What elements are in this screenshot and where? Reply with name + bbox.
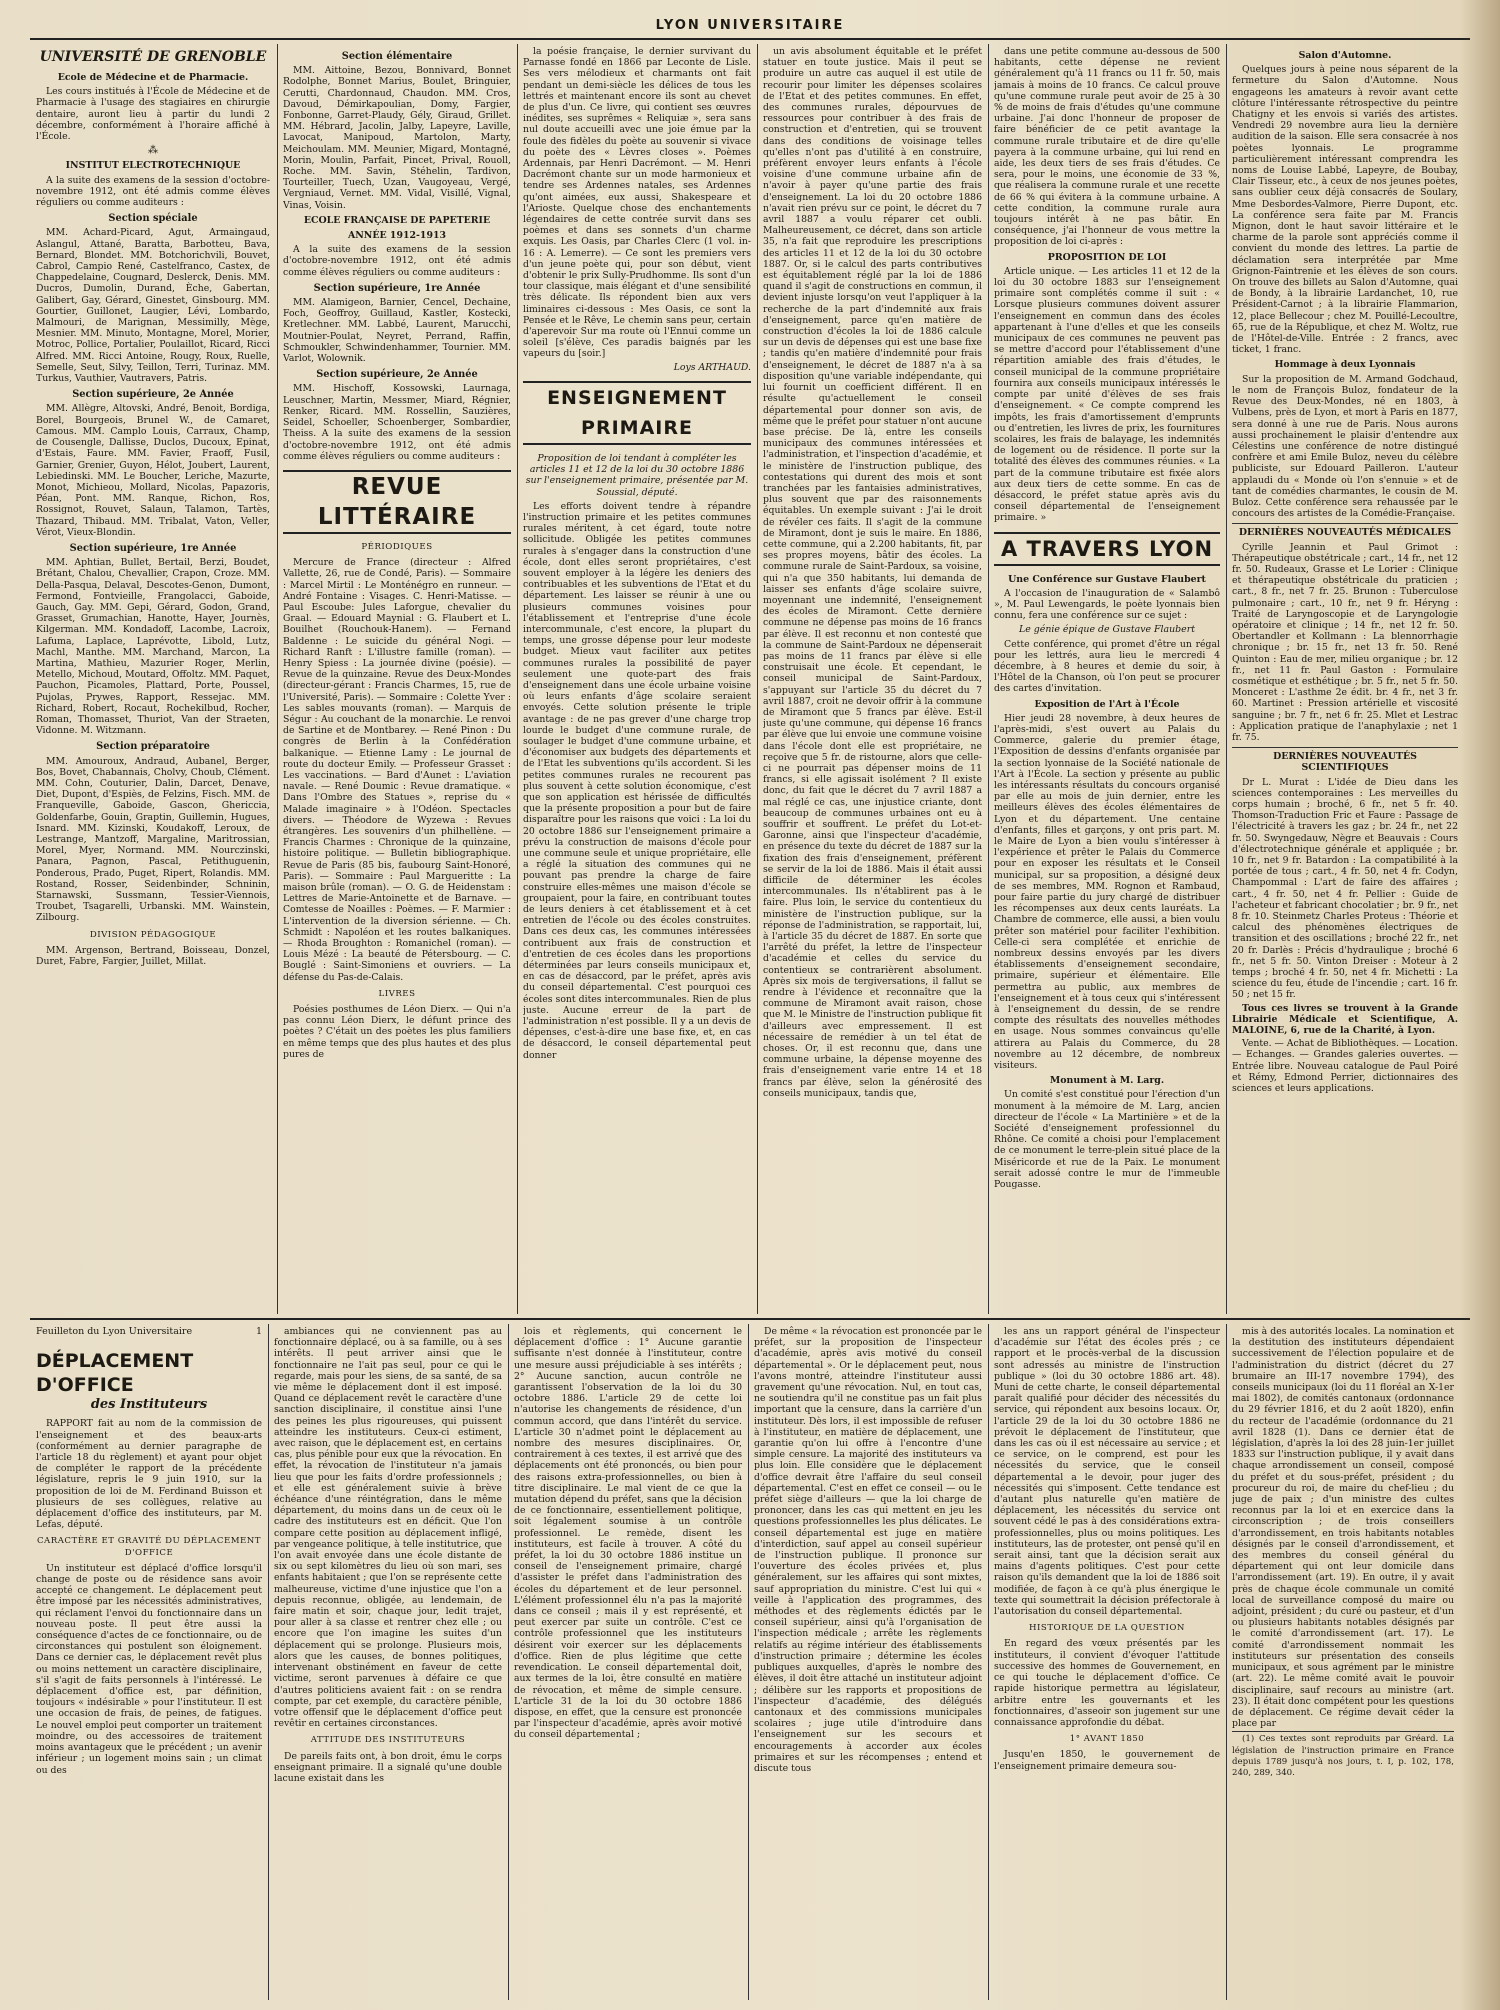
section-heading: Section supérieure, 2e Année: [72, 389, 234, 401]
deplacement-subtitle: des Instituteurs: [90, 1397, 208, 1413]
column-4: [763, 46, 982, 1312]
article-text: Cette conférence, qui promet d'être un régal pour les lettrés, aura lieu le mercredi 4 décembre, à 8 heures et demie du soir, à l'Hôtel de la Chanson, où l'on peut se procurer des cartes d'invitation.: [994, 638, 1220, 695]
article-text: Les cours institués à l'École de Médecine et de Pharmacie à l'usage des stagiaires en chirurgie dentaire, auront lieu à partir du lundi 2 décembre, conformément à l'horaire affiché à l'École.: [36, 86, 270, 143]
article-text: dans une petite commune au-dessous de 500 habitants, cette dépense ne revient généralement qu'à 11 francs ou 11 fr. 50, mais jamais à moins de 10 francs. Ce calcul prouve qu'une commune rurale peut avoir de 25 à 30 % de moins de frais d'études qu'une commune urbaine. J'ai donc l'honneur de proposer de faire bénéficier de ce petit avantage la commune rurale tributaire et de dire qu'elle payera à la commune urbaine, qui lui rend en aide, les deux tiers de ses frais d'études. Ce sera, pour le moins, une économie de 33 %, que réalisera la commune rurale et une recette de 66 % qui évitera à la commune urbaine. A cette condition, la commune rurale aura toujours intérêt à ne pas bâtir. En conséquence, j'ai l'honneur de vous mettre la proposition de loi ci-après :: [994, 46, 1220, 248]
section-heading: ANNÉE 1912-1913: [347, 230, 447, 242]
article-text: la poésie française, le dernier survivant du Parnasse fondé en 1866 par Leconte de Lisle. Ses vers mélodieux et charmants ont fait pendant un demi-siècle les délices de tous les lettrés et maintenant encore ils sont au chevet de plus d'un. Ce livre, qui contient ses œuvres inédites, ses suprêmes « Reliquiæ », sera sans nul doute accueilli avec une joie émue par la foule des fidèles du poète au souvenir si vivace du poète des « Lèvres closes ». Poèmes Ardennais, par Henri Dacrémont. — M. Henri Dacrémont chante sur un mode harmonieux et tendre ses Ardennes natales, ses Ardennes qu'ont aimées, eux aussi, Shakespeare et l'Arioste. Quelque chose des enchantements légendaires de cette contrée survit dans ses poèmes et dans ses sonnets d'un charme exquis. Les Oasis, par Charles Clerc (1 vol. in-16 : A. Lemerre). — Ce sont les premiers vers d'un jeune poète qui, pour son début, vient d'obtenir le prix Sully-Prudhomme. Ils sont d'un tour classique, mais élégant et d'une sensibilité très délicate. Ils répondent bien aux vers liminaires ci-dessous : Mes Oasis, ce sont la Pensée et le Rêve, Le chemin sans peur, certain d'aperevoir Sur ma route où l'Ennui comme un soleil [s'élève, Ces paradis baignés par les vapeurs du [soir.]: [523, 46, 751, 360]
section-heading: Section élémentaire: [341, 51, 453, 62]
column-6: [1232, 46, 1458, 1312]
feuilleton-column-4: [754, 1326, 982, 1998]
universite-grenoble-heading: UNIVERSITÉ DE GRENOBLE: [39, 49, 267, 65]
feuilleton-column-2: [274, 1326, 502, 1998]
article-text: MM. Aphtian, Bullet, Bertail, Berzi, Boudet, Brétant, Chalou, Chevallier, Crapon, Croze. MM. Della-Pasqua, Delaval, Descotes-Genon, Dumont, Fermond, Fontvieille, Frangolacci, Gaboide, Gauch, Gay. MM. Gepi, Gérard, Godon, Grand, Grasset, Grumachian, Hanotte, Hayer, Journès, Kilgerman. MM. Kondadoff, Lacombe, Lacroix, Lafuma, Laplace, Laprévotte, Libold, Lutz, Machl, Manthe. MM. Marchand, Marcon, La Martina, Mathieu, Mazurier Roger, Merlin, Metello, Michoud, Moutard, Offoltz. MM. Paquet, Pauchon, Picamoles, Plattard, Porte, Poussel, Pujolas, Prywes, Rapport, Ressejac. MM. Richard, Robert, Rocaut, Rochekilbud, Rocher, Roman, Thomasset, Thuriot, Van der Straeten, Vidonne. M. Witzmann.: [36, 557, 270, 737]
section-heading: Section supérieure, 2e Année: [316, 369, 478, 381]
article-text: A la suite des examens de la session d'octobre-novembre 1912, ont été admis comme élèves réguliers ou comme auditeurs :: [283, 244, 511, 278]
article-text: les ans un rapport général de l'inspecteur d'académie sur l'état des écoles prés ; ce rapport et le procès-verbal de la discussion sont adressés au ministre de l'instruction publique » (loi du 30 octobre 1886 art. 48). Muni de cette charte, le conseil départemental paraît qualifié pour décider des nécessités du service, qui répondent aux besoins locaux. Or, l'article 29 de la loi du 30 octobre 1886 ne prévoit le déplacement de l'instituteur, que dans les cas où il est nécessaire au service ; et ce service, on le comprend, est pour les nécessités du service, que le conseil départemental a le devoir, pour juger des nécessités qui s'imposent. Cette tendance est d'autant plus naturelle qu'en matière de déplacement, les nécessités du service ont souvent cédé le pas à des considérations extra-professionnelles, plus ou moins politiques. Les instituteurs, las de protester, ont pensé qu'il en serait ainsi, tant que la décision serait aux mains d'agents politiques. C'est pour cette raison qu'ils demandent que la loi de 1886 soit modifiée, de façon à ce qu'à plus énergique le texte qui soumettrait la décision préfectorale à l'autorisation du conseil départemental.: [994, 1326, 1220, 1618]
article-text: Un instituteur est déplacé d'office lorsqu'il change de poste ou de résidence sans avoir accepté ce changement. Le déplacement peut être imposé par les nécessités administratives, qui réclament l'envoi du fonctionnaire dans un nouveau poste. Il peut être aussi la conséquence d'actes de ce fonctionnaire, ou de circonstances qui postulent son éloignement. Dans ce dernier cas, le déplacement revêt plus ou moins nettement un caractère disciplinaire, s'il s'agit de faits personnels à l'intéressé. Le déplacement d'office est, par définition, toujours « indésirable » pour l'instituteur. Il est une occasion de frais, de peines, de fatigues. Le nouvel emploi peut comporter un traitement moindre, ou des accessoires de traitement moins avantageux que le précédent ; un avenir inférieur ; un logement moins sain ; un climat ou des: [36, 1562, 262, 1776]
article-text: MM. Amouroux, Andraud, Aubanel, Berger, Bos, Bovet, Chabannais, Cholvy, Choub, Clément. MM. Cohn, Couturier, Dalin, Darcet, Denave, Diet, Dupont, d'Espiès, de Felzins, Fisch. MM. de Franqueville, Gaboide, Gascon, Ghericcia, Goldenfarbe, Gouin, Graptin, Guillemin, Hugues, Isnard. MM. Kizinski, Koudakoff, Leroux, de Lestrange, Mantzoff, Margaline, Maritrossian, Morel, Myer, Normand. MM. Nourczinski, Panara, Pagnon, Pascal, Petithuguenin, Ponderous, Prado, Puget, Ripert, Rolandis. MM. Rostand, Rosser, Seidenbinder, Schninin, Starnawski, Sussmann, Tessier-Viennois, Troubet, Tsagarelli, Urbanski. MM. Wainstein, Zilbourg.: [36, 755, 270, 924]
article-text: mis à des autorités locales. La nomination et la destitution des instituteurs dépendaient successivement de l'élection populaire et de l'administration du district (décret du 27 brumaire an III-17 novembre 1794), des conseils municipaux (loi du 11 floréal an X-1er mai 1802), de comités cantonaux (ordonnance du 29 février 1816, et du 2 août 1820), enfin du recteur de l'académie (ordonnance du 21 avril 1828 (1). Dans ce dernier état de législation, d'après la loi des 28 juin-1er juillet 1833 sur l'instruction publique, il y avait dans chaque arrondissement un conseil, composé du préfet et du sous-préfet, président ; du procureur du roi, de maire du chef-lieu ; du juge de paix ; d'un ministre des cultes reconnus par la loi et en exercice dans la circonscription ; de trois conseillers d'arrondissement, en trois habitants notables désignés par le conseil d'arrondissement, et des membres du conseil général du département qui ont leur domicile dans l'arrondissement (art. 19). En outre, il y avait près de chaque école communale un comité local de surveillance composé du maire ou adjoint, président ; du curé ou pasteur, et d'un ou plusieurs habitants notables désignés par le comité d'arrondissement (art. 17). Le comité d'arrondissement nommait les instituteurs sur présentation des conseils municipaux, et sous agrément par le ministre (art. 22). Le même comité avait le pouvoir disciplinaire, sauf recours au ministre (art. 23). Il était donc compétent pour les questions de déplacement. Ce régime devait céder la place par: [1232, 1326, 1454, 1730]
article-text: Tous ces livres se trouvent à la Grande Librairie Médicale et Scientifique, A. MALOINE, 6, rue de la Charité, à Lyon.: [1232, 1002, 1458, 1037]
section-heading: DERNIÈRES NOUVEAUTÉS SCIENTIFIQUES: [1232, 747, 1458, 773]
article-text: lois et règlements, qui concernent le déplacement d'office : 1° Aucune garantie suffisante n'est donnée à l'instituteur, contre une mesure aussi préjudiciable à ses intérêts ; 2° Aucune sanction, aucun contrôle ne garantissent l'observation de la loi du 30 octobre 1886. L'article 29 de cette loi n'autorise les changements de résidence, d'un commun accord, que dans l'intérêt du service. L'article 30 n'admet point le déplacement au nombre des mesures disciplinaires. Or, contrairement à ces textes, il est arrivé que des déplacements ont été prononcés, ou bien pour des raisons extra-professionnelles, ou bien à titre disciplinaire. Le mal vient de ce que la mutation dépend du préfet, sans que la décision de ce fonctionnaire, essentiellement politique, soit légalement soumise à un contrôle professionnel. Le remède, disent les instituteurs, est facile à trouver. A côté du préfet, la loi du 30 octobre 1886 institue un conseil de l'enseignement primaire, chargé d'assister le préfet dans l'administration des écoles du département et de leur personnel. L'élément professionnel élu n'a pas la majorité dans ce conseil ; mais il y est représenté, et peut exercer par suite un contrôle. C'est ce contrôle professionnel que les instituteurs désirent voir exercer sur les déplacements d'office. Rien de plus légitime que cette revendication. Le conseil départemental doit, aux termes de la loi, être consulté en matière de révocation, et même de simple censure. L'article 31 de la loi du 30 octobre 1886 dispose, en effet, que la censure est prononcée par l'inspecteur d'académie, après avoir motivé du conseil départemental ;: [514, 1326, 742, 1741]
article-text: Quelques jours à peine nous séparent de la fermeture du Salon d'Automne. Nous engageons les amateurs à revoir avant cette clôture l'intéressante rétrospective du peintre Chatigny et les envois si variés des artistes. Vendredi 29 novembre aura lieu la dernière audition de la saison. Elle sera consacrée à nos poètes lyonnais. Le programme particulièrement intéressant comprendra les noms de Louise Labbé, Lapeyre, de Boubay, Clair Tisseur, etc., à ceux de nos jeunes poètes, sans oublier ceux déjà consacrés de Soulary, Mme Desbordes-Valmore, Pierre Dupont, etc. La conférence sera faite par M. Francis Mignon, dont le haut savoir littéraire et le charme de la parole sont appréciés comme il convient du monde des lettres. La partie de déclamation sera interprétée par Mme Grignon-Faintrenie et les élèves de son cours. On trouve des billets au Salon d'Automne, quai de Bondy, à la librairie Lardanchet, 10, rue Président-Carnot ; à la librairie Flammarion, 12, place Bellecour ; chez M. Pouillé-Lecoultre, 65, rue de la République, et chez M. Woltz, rue de l'Hôtel-de-Ville. Entrée : 2 francs, avec ticket, 1 franc.: [1232, 64, 1458, 356]
article-text: A l'occasion de l'inauguration de « Salambô », M. Paul Lewengards, le poète lyonnais bien connu, fera une conférence sur ce sujet :: [994, 587, 1220, 622]
article-text: En regard des vœux présentés par les instituteurs, il convient d'évoquer l'attitude successive des hommes de Gouvernement, en ce qui touche le déplacement d'office. Ce rapide historique permettra au législateur, arbitre entre les gouvernants et les fonctionnaires, d'asseoir son jugement sur une connaissance approfondie du débat.: [994, 1638, 1220, 1728]
deplacement-title: DÉPLACEMENT D'OFFICE: [36, 1350, 194, 1397]
article-text: Cyrille Jeannin et Paul Grimot : Thérapeutique obstétricale ; cart., 14 fr., net 12 fr. 50. Rudeaux, Grasse et Le Lorier : Clinique et thérapeutique obstétricale du praticien ; cart., 8 fr., net 7 fr. 25. Brunon : Tuberculose pulmonaire ; cart., 10 fr., net 9 fr. Héryng : Traité de Laryngoscopie et de Laryngologie opératoire et clinique ; 14 fr., net 12 fr. 50. Obertandler et Kollmann : La blennorrhagie chronique ; br. 15 fr., net 13 fr. 50. René Quinton : Eau de mer, milieu organique ; br. 12 fr., net 11 fr. Paul Gaston : Formulaire cosmétique et esthétique ; br. 5 fr., net 5 fr. 50. Monceret : L'asthme 2e édit. br. 4 fr., net 3 fr. 60. Martinet : Pression artérielle et viscosité sanguine ; br. 7 fr., net 6 fr. 25. Mlet et Lestrac : Application pratique de l'anaphylaxie ; net 1 fr. 75.: [1232, 541, 1458, 743]
article-text: MM. Argenson, Bertrand, Boisseau, Donzel, Duret, Fabre, Fargier, Juillet, Millat.: [36, 944, 270, 968]
article-text: MM. Achard-Picard, Agut, Armaingaud, Aslangul, Attané, Baratta, Barbotteu, Bava, Bernard, Blondet. MM. Botchorichvili, Bouvet, Cabrol, Campio René, Castelfranco, Castex, de Chappedelaine, Cougnard, Deslerck, Denis. MM. Ducros, Dumolin, Durand, Èche, Gabertan, Galibert, Gay, Gérard, Ginestet, Ginsbourg. MM. Gourtier, Guillonet, Laugier, Lévi, Lombardo, Malmouri, de Marignan, Messimilly, Mège, Mesnier. MM. Minuto, Montagne, Morel, Morier, Motroc, Pollice, Portalier, Poulaillot, Ricard, Ricci Alfred. MM. Ricci Antoine, Rougy, Roux, Ruelle, Semelle, Seut, Silvy, Teillon, Terri, Turinaz. MM. Turkus, Vauthier, Vautravers, Patris.: [36, 227, 270, 385]
article-text: MM. Hischoff, Kossowski, Laurnaga, Leuschner, Martin, Messmer, Miard, Régnier, Renker, Ricard. MM. Rossellin, Sauzières, Seidel, Schoeller, Schoenberger, Sombardier, Theiss. A la suite des examens de la session d'octobre-novembre 1912, ont été admis comme élèves réguliers ou comme auditeurs :: [283, 383, 511, 462]
feuilleton-column-1: [36, 1326, 262, 1998]
section-heading: Une Conférence sur Gustave Flaubert: [1008, 573, 1206, 585]
column-1: [36, 46, 270, 1312]
a-travers-lyon-heading: A TRAVERS LYON: [994, 532, 1220, 566]
section-heading: CARACTÈRE ET GRAVITÉ DU DÉPLACEMENT D'OFFICE: [36, 1536, 262, 1558]
section-heading: Hommage à deux Lyonnais: [1274, 359, 1416, 371]
article-text: Jusqu'en 1850, le gouvernement de l'enseignement primaire demeura sou-: [994, 1749, 1220, 1772]
section-heading: INSTITUT ELECTROTECHNIQUE: [65, 160, 241, 172]
article-text: Sur la proposition de M. Armand Godchaud, le nom de François Buloz, fondateur de la Revue des Deux-Mondes, né en 1803, à Vulbens, près de Lyon, et mort à Paris en 1877, sera donné à une rue de Paris. Nous aurons aussi prochainement le plaisir d'entendre aux Célestins une conférence de notre distingué confrère et ami Emile Buloz, neveu du célèbre publiciste, sur Edouard Pailleron. L'auteur applaudi du « Monde où l'on s'ennuie » et de tant de comédies charmantes, le cousin de M. Buloz. Cette conférence sera rehaussée par le concours des artistes de la Comédie-Française.: [1232, 373, 1458, 520]
section-heading: Salon d'Automne.: [1298, 50, 1392, 61]
feuilleton-number: 1: [255, 1326, 262, 1337]
section-heading: Monument à M. Larg.: [1049, 1075, 1165, 1087]
section-heading: Le génie épique de Gustave Flaubert: [1019, 624, 1195, 636]
feuilleton-column-5: [994, 1326, 1220, 1998]
section-heading: Section préparatoire: [96, 741, 210, 753]
lead-text: Proposition de loi tendant à compléter les articles 11 et 12 de la loi du 30 octobre 1886 sur l'enseignement primaire, présentée par M. Soussial, député.: [525, 452, 749, 498]
section-heading: PÉRIODIQUES: [361, 541, 433, 552]
masthead: LYON UNIVERSITAIRE: [30, 14, 1470, 40]
article-text: Un comité s'est constitué pour l'érection d'un monument à la mémoire de M. Larg, ancien directeur de l'école « La Martinière » et de la Société d'enseignement professionnel du Rhône. Ce comité a choisi pour l'emplacement de ce monument le terre-plein situé place de la Miséricorde et rue de la Paix. Le monument serait adossé contre le mur de l'immeuble Pougasse.: [994, 1089, 1220, 1191]
column-3: [523, 46, 751, 1312]
section-heading: PROPOSITION DE LOI: [1047, 251, 1167, 263]
article-text: Mercure de France (directeur : Alfred Vallette, 26, rue de Condé, Paris). — Sommaire : Marcel Mirtil : Le Monténégro en runneur. — André Fontaine : Visages. C. Henri-Matisse. — Paul Escoube: Jules Laforgue, chevalier du Graal. — Edouard Maynial : G. Flaubert et L. Bouilhet (Rouchouk-Hanem). — Fernand Baldenne : Le suicide du général Nogi. — Richard Ranft : L'illustre famille (roman). — Henry Spiess : La journée divine (poésie). — Revue de la quinzaine. Revue des Deux-Mondes (directeur-gérant : Francis Charmes, 15, rue de l'Université, Paris). — Sommaire : Colette Yver : Les sables mouvants (roman). — Marquis de Ségur : Au couchant de la monarchie. Le renvoi de Sartine et de Montbarey. — René Pinon : Du congrès de Berlin à la Confédération balkanique. — Etienne Lamy : Le journal de route du docteur Emily. — Professeur Grasset : Les vaccinations. — Bard d'Aunet : L'aviation navale. — René Doumic : Revue dramatique. « Dans l'Ombre des Statues », reprise du « Malade imaginaire » à l'Odéon. Spectacles divers. — Théodore de Wyzewa : Revues étrangères. Les souvenirs d'un philhellène. — Francis Charmes : Chronique de la quinzaine, histoire politique. — Bulletin bibliographique. Revue de Paris (85 bis, faubourg Saint-Honoré, Paris). — Sommaire : Paul Margueritte : La maison brûle (roman). — O. G. de Heidenstam : Lettres de Marie-Antoinette et de Barnave. — Comtesse de Noailles : Poèmes. — F. Marmier : L'intervention de la diversion sérienne. — Ch. Schmidt : Napoléon et les routes balkaniques. — Rhoda Broughton : Romanichel (roman). — Louis Mézé : La beauté de Pétersbourg. — C. Bouglé : Saint-Simoniens et ouvriers. — La défense du Pas-de-Calais.: [283, 557, 511, 983]
article-text: Poésies posthumes de Léon Dierx. — Qui n'a pas connu Léon Dierx, le défunt prince des poètes ? C'était un des poètes les plus familiers en même temps que des plus hautes et des plus pures de: [283, 1004, 511, 1060]
article-text: ambiances qui ne conviennent pas au fonctionnaire déplacé, ou à sa famille, ou à ses intérêts. Il peut arriver ainsi que le fonctionnaire ne l'ait pas seul, pour ce qui le regarde, mais pour les siens, de sa santé, de sa vie même le déplacement dont il est imposé. Quand ce déplacement revêt le caractère d'une sanction disciplinaire, il constitue ainsi l'une des peines les plus rigoureuses, qui puissent atteindre les instituteurs. Ceux-ci estiment, avec raison, que le déplacement est, en certains cas, plus pénible pour eux que la révocation. En effet, la révocation de l'instituteur n'a jamais lieu que pour les faits d'ordre professionnels ; et elle est généralement suivie à brève échéance d'une réintégration, dans le même département, du moins dans un de ceux où le cadre des instituteurs est en déficit. Que l'on compare cette position au déplacement infligé, par vengeance politique, à telle institutrice, que l'on avait envoyée dans une école distante de six ou sept kilomètres du lieu où son mari, ses enfants habitaient ; que l'on se représente cette malheureuse, victime d'une injustice que l'on a depuis reconnue, obligée, au lendemain, de faire matin et soir, chaque jour, ledit trajet, pour aller à sa classe et rentrer chez elle ; ou encore que l'on imagine les suites d'un déplacement qui se prolonge. Plusieurs mois, alors que les causes, de bonnes politiques, intervenant obstinément en faveur de cette victime, seront parvenues à défaire ce que d'autres politiciens avaient fait : on se rendra compte, par cet exemple, du caractère pénible, votre offensif que le déplacement d'office peut revêtir en certaines circonstances.: [274, 1326, 502, 1730]
feuilleton-label: Feuilleton du Lyon Universitaire: [36, 1326, 193, 1337]
section-heading: Ecole de Médecine et de Pharmacie.: [57, 72, 249, 83]
feuilleton-column-3: [514, 1326, 742, 1998]
section-heading: ATTITUDE DES INSTITUTEURS: [310, 1735, 466, 1746]
section-heading: DIVISION PÉDAGOGIQUE: [89, 929, 217, 940]
article-text: De même « la révocation est prononcée par le préfet, sur la proposition de l'inspecteur d'académie, après avis motivé du conseil départemental ». Or le déplacement peut, nous l'avons montré, atteindre l'instituteur aussi gravement qu'une révocation. Nul, en tout cas, ne soutiendra qu'il ne constitue pas un fait plus important que la censure, dans la carrière d'un instituteur. Dès lors, il est impossible de refuser à l'instituteur, en matière de déplacement, une garantie qu'on lui offre à l'encontre d'une simple censure. La majorité des instituteurs va plus loin. Elle considère que le déplacement d'office devrait être l'affaire du seul conseil départemental. C'est en effet ce conseil — ou le préfet siège d'ailleurs — que la loi charge de prononcer, dans les cas qui mettent en jeu les questions professionnelles les plus délicates. Le conseil départemental est juge en matière d'interdiction, sauf appel au conseil supérieur de l'instruction publique. Il prononce sur l'ouverture des écoles privées et, plus généralement, sur les affaires qui sont mixtes, sauf appropriation du ministre. C'est lui qui « veille à l'application des programmes, des méthodes et des règlements édictés par le conseil supérieur, ainsi qu'à l'organisation de l'inspection médicale ; arrête les règlements relatifs au régime intérieur des établissements d'instruction primaire ; détermine les écoles publiques auxquelles, d'après le nombre des élèves, il doit être attaché un instituteur adjoint ; délibère sur les rapports et propositions de l'inspecteur d'académie, des délégués cantonaux et des commissions municipales scolaires ; juge utile d'introduire dans l'enseignement sur les secours et encouragements à accorder aux écoles primaires et sur les récompenses ; entend et discute tous: [754, 1326, 982, 1774]
section-heading: HISTORIQUE DE LA QUESTION: [1029, 1623, 1185, 1634]
section-heading: LIVRES: [378, 988, 416, 999]
column-5: [994, 46, 1220, 1312]
page-edge-shadow: [1460, 0, 1500, 2010]
article-text: Article unique. — Les articles 11 et 12 de la loi du 30 octobre 1883 sur l'enseignement primaire sont complétés comme il suit : « Lorsque plusieurs communes doivent assurer l'enseignement en commun dans des écoles appartenant à l'une d'elles et que les conseils municipaux de ces communes ne peuvent pas se mettre d'accord pour l'établissement d'une répartition amiable des frais d'études, le conseil municipal de la commune propriétaire fournira aux conseils municipaux intéressés le compte par unité d'élèves de ses frais d'enseignement. « Ce compte comprend les impôts, les frais d'amortissement d'emprunts ou d'entretien, les livres de prix, les fournitures scolaires, les frais de balayage, les indemnités de logement ou de résidence. Il porte sur la totalité des élèves des communes réunies. « La part de la commune tributaire est fixée alors aux deux tiers de cette somme. En cas de désaccord, le préfet statue après avis du conseil départemental de l'enseignement primaire. »: [994, 265, 1220, 524]
article-text: Dr L. Murat : L'idée de Dieu dans les sciences contemporaines : Les merveilles du corps humain ; broché, 6 fr., net 5 fr. 40. Thomson-Traduction Fric et Faure : Passage de l'électricité à travers les gaz ; br. 24 fr., net 22 fr. 50. Swyngedauw, Nègre et Beauvais : Cours d'électrotechnique générale et appliquée ; br. 10 fr., net 9 fr. Batardon : La compatibilité à la portée de tous ; cart., 4 fr. 50, net 4 fr. Codyn, Champommal : L'art de faire des affaires ; cart., 4 fr. 50, net 4 fr. Pellier : Guide de l'acheteur et fabricant chocolatier ; br. 9 fr., net 8 fr. 10. Steinmetz Charles Proteus : Théorie et calcul des phénomènes électriques de transition et des oscillations ; broché 22 fr., net 20 fr. Darlès : Précis d'hydraulique ; broché 6 fr., net 5 fr. 50. Vinton Dreiser : Moteur à 2 temps ; broché 4 fr. 50, net 4 fr. Michetti : La science du feu, étude de l'incendie ; cart. 16 fr. 50 ; net 15 fr.: [1232, 776, 1458, 1001]
article-text: A la suite des examens de la session d'octobre-novembre 1912, ont été admis comme élèves réguliers ou comme auditeurs :: [36, 174, 270, 209]
article-text: De pareils faits ont, à bon droit, ému le corps enseignant primaire. Il a signalé qu'une double lacune existait dans les: [274, 1750, 502, 1784]
section-heading: 1° AVANT 1850: [1069, 1734, 1145, 1745]
article-text: RAPPORT fait au nom de la commission de l'enseignement et des beaux-arts (conformément au dernier paragraphe de l'article 18 du règlement) et ayant pour objet de compléter le rapport de la précédente législature, repris le 9 juin 1910, sur la proposition de loi de M. Ferdinand Buisson et plusieurs de ses collègues, relative au déplacement d'office des instituteurs, par M. Lefas, député.: [36, 1418, 262, 1531]
revue-litteraire-heading: REVUE LITTÉRAIRE: [283, 470, 511, 534]
enseignement-primaire-heading: ENSEIGNEMENT PRIMAIRE: [523, 381, 751, 445]
column-2: [283, 46, 511, 1312]
article-text: MM. Aittoine, Bezou, Bonnivard, Bonnet Rodolphe, Bonnet Marius, Boulet, Bringuier, Cerutti, Chardonnaud, Chaudon. MM. Cros, Davoud, Démirkapoulian, Domy, Fargier, Fonbonne, Garret-Plaudy, Gély, Giraud, Grillet. MM. Hébrard, Jacolin, Jalby, Lapeyre, Laville, Lavocat, Manipoud, Martolon, Marty, Meichoulam. MM. Meunier, Migard, Montagné, Morin, Moulin, Parfait, Pincet, Prival, Rouoll, Roche. MM. Savin, Stéhelin, Tardivon, Tourteiller, Tuech, Uzan, Vaugoyeau, Vergé, Vergniaud, Vernet. MM. Vidal, Visillé, Vignal, Vinas, Voisin.: [283, 65, 511, 211]
article-text: Hier jeudi 28 novembre, à deux heures de l'après-midi, s'est ouvert au Palais du Commerce, galerie du premier étage, l'Exposition de dessins d'enfants organisée par la section lyonnaise de la Société nationale de l'Art à l'École. La section y présente au public les intéressants résultats du concours organisé par elle au mois de juin dernier, entre les meilleurs élèves des écoles élémentaires de Lyon et du département. Une centaine d'enfants, filles et garçons, y ont pris part. M. le Maire de Lyon a bien voulu s'intéresser à l'expérience et prêter le Palais du Commerce pour en exposer les résultats et le Conseil municipal, sur sa proposition, a désigné deux de ses membres, MM. Rognon et Rambaud, pour faire partie du jury chargé de distribuer les récompenses aux deux cents lauréats. La Chambre de commerce, elle aussi, a bien voulu prêter son matériel pour faciliter l'exhibition. Celle-ci sera complétée et enrichie de nombreux dessins envoyés par les divers établissements d'enseignement secondaire, primaire, supérieur et élémentaire. Elle permettra au public, aux membres de l'enseignement et à tous ceux qui s'intéressent à l'enseignement du dessin, de se rendre compte des résultats des nouvelles méthodes en usage. Nous sommes convaincus qu'elle attirera au Palais du Commerce, du 28 novembre au 12 décembre, de nombreux visiteurs.: [994, 712, 1220, 1072]
section-heading: Section supérieure, 1re Année: [313, 282, 481, 294]
section-heading: DERNIÈRES NOUVEAUTÉS MÉDICALES: [1232, 523, 1458, 538]
article-text: MM. Alamigeon, Barnier, Cencel, Dechaine, Foch, Geoffroy, Guillaud, Kastler, Kostecki, Kretlechner. MM. Labbé, Laurent, Marucchi, Moutnier-Poulat, Neyret, Perrand, Raffin, Schmoukler, Schwindenhammer, Tournier. MM. Varlot, Wolownik.: [283, 297, 511, 365]
section-heading: Exposition de l'Art à l'École: [1034, 698, 1180, 710]
article-text: Les efforts doivent tendre à répandre l'instruction primaire et les petites communes rurales méritent, à cet égard, toute notre sollicitude. Obligée les petites communes rurales à s'engager dans la construction d'une école, dont elles seront propriétaires, c'est souvent employer à la légère les deniers des contribuables et les subventions de l'Etat et du département. Les laisser se réunir à une ou plusieurs communes voisines pour l'établissement et l'entreprise d'une école intercommunale, c'est encore, la plupart du temps, une grosse dépense pour leur modeste budget. Mieux vaut faciliter aux petites communes rurales la possibilité de payer seulement une quote-part des frais d'enseignement dans une école urbaine voisine où leurs enfants d'âge scolaire seraient envoyés. Cette solution présente le triple avantage : de ne pas grever d'une charge trop lourde le budget d'une commune rurale, de soulager le budget d'une commune urbaine, et d'économiser aux budgets des départements et de l'Etat les subventions qu'ils accordent. Si les petites communes rurales ne recourent pas plus souvent à cette solution économique, c'est que son application est hérissée de difficultés que la présente proposition a pour but de faire disparaître pour les raisons que voici : La loi du 20 octobre 1886 sur l'enseignement primaire a prévu la construction de maisons d'école pour une commune seule et unique propriétaire, elle a réglé la situation des communes qui ne pouvant pas prendre la charge de faire construire elles-mêmes une maison d'école se groupaient, pour la faire, en contribuant toutes de leurs deniers à cet établissement et à cet entretien de l'école ou des écoles construites. Dans ces deux cas, les communes intéressées contribuent aux frais de construction et d'entretien de ces écoles dans les proportions déterminées par leurs conseils municipaux et, en cas de désaccord, par le préfet, après avis du conseil départemental. C'est pourquoi ces écoles sont dites intercommunales. Rien de plus juste. Aucune erreur de la part de l'administration n'est possible. Il y a un devis de dépenses, c'est-à-dire une base fixe, et, en cas de désaccord, le conseil départemental peut donner: [523, 500, 751, 1061]
footnote: (1) Ces textes sont reproduits par Gréard. La législation de l'instruction primaire en France depuis 1789 jusqu'à nos jours, t. I, p. 102, 178, 240, 289, 340.: [1232, 1731, 1454, 1779]
article-text: Vente. — Achat de Bibliothèques. — Location. — Echanges. — Grandes galeries ouvertes. — Entrée libre. Nouveau catalogue de Paul Poiré et Rémy, Edmond Perrier, dictionnaires des sciences et leurs applications.: [1232, 1038, 1458, 1095]
section-heading: ECOLE FRANÇAISE DE PAPETERIE: [303, 214, 491, 226]
section-heading: Section supérieure, 1re Année: [69, 542, 237, 554]
section-heading: Section spéciale: [108, 213, 198, 225]
signature: Loys ARTHAUD.: [673, 361, 751, 373]
article-text: un avis absolument équitable et le préfet statuer en toute justice. Mais il peut se produire un autre cas auquel il est utile de recourir pour limiter les dépenses scolaires de l'Etat et des petites communes. En effet, des communes rurales, dépourvues de ressources pour contribuer à des frais de construction et d'entretien, qui se trouvent dans des conditions de voisinage telles qu'elles n'ont pas d'utilité à en construire, préfèrent envoyer leurs enfants à l'école voisine d'une commune urbaine afin de n'avoir à payer qu'une partie des frais d'enseignement. La loi du 20 octobre 1886 n'avait rien prévu sur ce point, le décret du 7 avril 1887 a voulu réparer cet oubli. Malheureusement, ce décret, dans son article 35, n'a fait que reproduire les prescriptions des articles 11 et 12 de la loi du 30 octobre 1887. Or, si le calcul des parts contributives est équitablement réglé par la loi de 1886 quand il s'agit de constructions en commun, il devient injuste lorsqu'on veut l'appliquer à la recherche de la part d'indemnité aux frais d'enseignement, parce qu'en matière de construction d'écoles la loi de 1886 calcule sur un devis de dépenses qui est une base fixe ; tandis qu'en matière d'indemnité pour frais d'enseignement, le décret de 1887 n'a à sa disposition qu'une variable indépendante, qui lui fournit un coefficient différent. Il en résulte qu'actuellement le conseil départemental pour donner son avis, de même que le préfet pour statuer n'ont aucune base précise. De là, entre les conseils municipaux des communes intéressées et l'administration, et l'inspection d'académie, et le ministère de l'instruction publique, des contestations qui durent des mois et sont tranchées par les fantaisies administratives, plus souvent que par des raisonnements équitables. Un exemple suivant : J'ai le droit de révéler ces faits. Il s'agit de la commune de Miramont, dont je suis le maire. En 1886, cette commune, qui a 2.200 habitants, fit, par ses propres moyens, bâtir des écoles. La commune rurale de Saint-Pardoux, sa voisine, qui n'a que 350 habitants, lui demanda de laisser ses enfants d'âge scolaire suivre, moyennant une indemnité, l'enseignement des écoles de Miramont. Cette dernière commune ne dépense pas moins de 16 francs par élève. Il est reconnu et non contesté que la commune de Saint-Pardoux ne dépenserait pas moins de 11 francs par élève si elle construisait une école. Et cependant, le conseil municipal de Saint-Pardoux, s'appuyant sur l'article 35 du décret du 7 avril 1887, croit ne devoir offrir à la commune de Miramont que 5 francs par élève. Est-il juste qu'une commune, qui dépense 16 francs par élève que lui envoie une commune voisine dans l'école dont elle est propriétaire, ne reçoive que 5 fr. de ristourne, alors que celle-ci ne pourrait pas dépenser moins de 11 francs, si elle agissait isolément ? Il existe donc, du fait que le décret du 7 avril 1887 a mal réglé ce cas, une injustice criante, dont beaucoup de communes urbaines ont eu à souffrir et souffrent. Le préfet du Lot-et-Garonne, ainsi que l'inspecteur d'académie, en présence du texte du décret de 1887 sur la fixation des frais d'enseignement, préfèrent se servir de la loi de 1886. Mais il était aussi difficile de déterminer les écoles intercommunales. Ils n'établirent pas à le faire. Plus loin, le service du contentieux du ministère de l'instruction publique, sur la réponse de l'administration, se rapportait, lui, à l'article 35 du décret de 1887. En sorte que l'arrêté du préfet, la lettre de l'inspecteur d'académie et celles du service du contentieux se contrarièrent absolument. Après six mois de tergiversations, il fallut se rendre à l'évidence et reconnaître que la commune de Miramont avait raison, chose que M. le Ministre de l'instruction publique fit d'ailleurs avec empressement. Il est nécessaire de remédier à un tel état de choses. Or, il est reconnu que, dans une commune urbaine, la dépense moyenne des frais d'enseignement varie entre 14 et 18 francs par élève, selon la générosité des conseils municipaux, tandis que,: [763, 46, 982, 1099]
article-text: MM. Allègre, Altovski, André, Benoit, Bordiga, Borel, Bourgeois, Brunel W., de Camaret, Camous. MM. Camplo Louis, Carraux, Champ, de Cousengle, Dallisse, Duclos, Ducoux, Epinat, d'Estais, Faure. MM. Favier, Fraoff, Fusil, Garnier, Grenier, Guyon, Hélot, Joubert, Laurent, Lebiedinski. MM. Le Boucher, Leriche, Mazurte, Monot, Michieou, Mollard, Nicolas, Papazoris, Péan, Pont. MM. Ranque, Richon, Ros, Rossignot, Rouvet, Salaun, Talamon, Tartès, Thazard, Thibaud. MM. Tribalat, Vaton, Veller, Vérot, Vieux-Blondin.: [36, 403, 270, 538]
separator-stars: ⁂: [148, 145, 158, 157]
feuilleton-column-6: [1232, 1326, 1454, 1998]
